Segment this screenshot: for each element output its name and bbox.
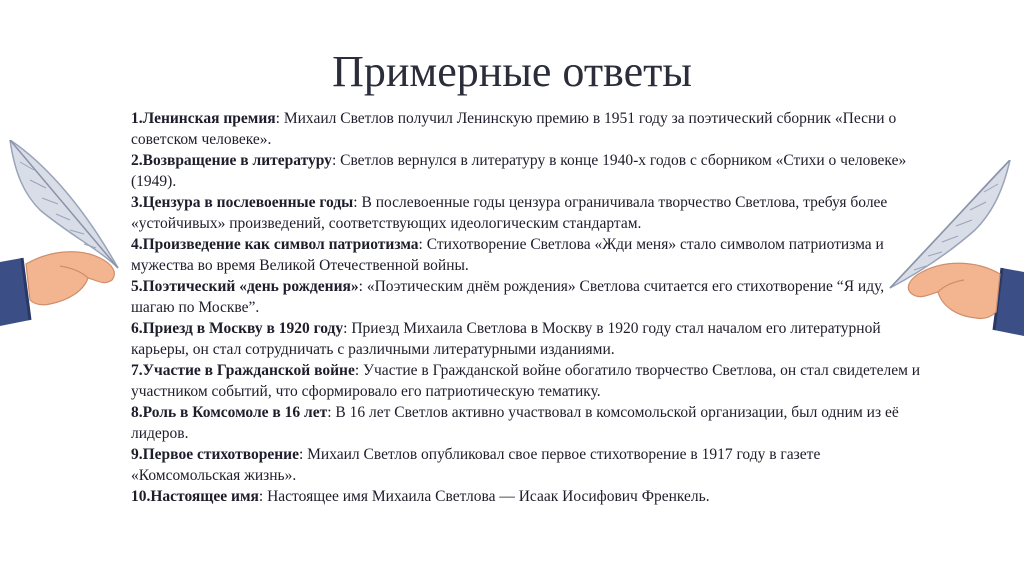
item-heading: 7.Участие в Гражданской войне	[131, 362, 355, 379]
list-item	[131, 444, 921, 486]
item-heading: 2.Возвращение в литературу	[131, 152, 332, 169]
item-heading: 8.Роль в Комсомоле в 16 лет	[131, 404, 328, 421]
item-heading: 6.Приезд в Москву в 1920 году	[131, 320, 344, 337]
list-item	[131, 234, 921, 276]
list-item	[131, 360, 921, 402]
answers-list	[131, 108, 921, 507]
list-item	[131, 486, 921, 507]
item-text: : «Поэтическим днём рождения» Светлова считается его стихотворение “Я иду, шагаю по Москве”.	[131, 278, 885, 316]
item-heading: 10.Настоящее имя	[131, 488, 259, 505]
item-text: : Михаил Светлов получил Ленинскую премию в 1951 году за поэтический сборник «Песни о советском человеке».	[131, 110, 897, 148]
slide-title: Примерные ответы	[332, 47, 692, 96]
item-text: : Участие в Гражданской войне обогатило творчество Светлова, он стал свидетелем и участником событий, что сформировало его патриотическую тематику.	[131, 362, 921, 400]
item-text: : В 16 лет Светлов активно участвовал в комсомольской организации, был одним из её лидеров.	[131, 404, 899, 442]
item-heading: 3.Цензура в послевоенные годы	[131, 194, 354, 211]
hand-with-quill-left-icon	[0, 140, 140, 340]
item-text: : Михаил Светлов опубликовал свое первое стихотворение в 1917 году в газете «Комсомольская жизнь».	[131, 446, 821, 484]
list-item	[131, 150, 921, 192]
item-text: : Светлов вернулся в литературу в конце 1940-х годов с сборником «Стихи о человеке» (1949).	[131, 152, 907, 190]
item-text: : Настоящее имя Михаила Светлова — Исаак Иосифович Френкель.	[258, 488, 710, 505]
list-item	[131, 276, 921, 318]
item-heading: 4.Произведение как символ патриотизма	[131, 236, 419, 253]
list-item	[131, 402, 921, 444]
item-heading: 1.Ленинская премия	[131, 110, 276, 127]
item-text: : Приезд Михаила Светлова в Москву в 1920 году стал началом его литературной карьеры, он стал сотрудничать с различными литературными изданиями.	[131, 320, 881, 358]
item-text: : Стихотворение Светлова «Жди меня» стало символом патриотизма и мужества во время Великой Отечественной войны.	[131, 236, 884, 274]
item-heading: 9.Первое стихотворение	[131, 446, 299, 463]
list-item	[131, 192, 921, 234]
item-heading: 5.Поэтический «день рождения»	[131, 278, 359, 295]
item-text: : В послевоенные годы цензура ограничивала творчество Светлова, требуя более «устойчивых» произведений, соответствующих идеологическим стандартам.	[131, 194, 888, 232]
list-item	[131, 108, 921, 150]
list-item	[131, 318, 921, 360]
